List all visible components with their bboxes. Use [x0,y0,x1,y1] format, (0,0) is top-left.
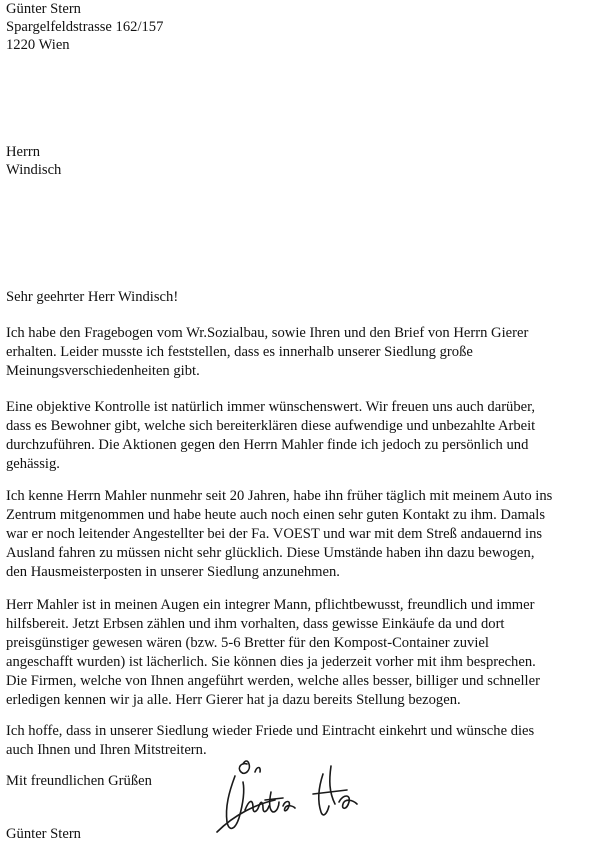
text-line: Ausland fahren zu müssen nicht sehr glücklich. Diese Umstände haben ihn dazu bewogen, [6,545,535,561]
text-line: erledigen kennen wir ja alle. Herr Gierer hat ja dazu bereits Stellung bezogen. [6,692,461,708]
text-line: preisgünstiger gewesen wären (bzw. 5-6 Bretter für den Kompost-Container zuviel [6,635,489,651]
text-line: erhalten. Leider musste ich feststellen, dass es innerhalb unserer Siedlung große [6,344,473,360]
sender-city: 1220 Wien [6,37,70,53]
paragraph-1 [6,324,596,381]
paragraph-2 [6,398,596,474]
text-line: gehässig. [6,456,60,472]
salutation: Sehr geehrter Herr Windisch! [6,289,179,305]
text-line: Ich kenne Herrn Mahler nunmehr seit 20 Jahren, habe ihn früher täglich mit meinem Auto ins [6,488,553,504]
text-line: Herr Mahler ist in meinen Augen ein integrer Mann, pflichtbewusst, freundlich und immer [6,597,535,613]
sender-name: Günter Stern [6,1,81,17]
handwritten-signature [205,752,395,842]
text-line: Eine objektive Kontrolle ist natürlich immer wünschenswert. Wir freuen uns auch darüber, [6,399,536,415]
text-line: hilfsbereit. Jetzt Erbsen zählen und ihm vorhalten, dass gewisse Einkäufe da und dort [6,616,505,632]
text-line: auch Ihnen und Ihren Mitstreitern. [6,742,207,758]
paragraph-4 [6,596,596,710]
signature-name: Günter Stern [6,826,81,842]
text-line: Ich hoffe, dass in unserer Siedlung wieder Friede und Eintracht einkehrt und wünsche dies [6,723,535,739]
text-line: angeschafft wurden) ist lächerlich. Sie können dies ja jederzeit vorher mit ihm besprechen. [6,654,536,670]
paragraph-3 [6,487,596,582]
text-line: Ich habe den Fragebogen vom Wr.Sozialbau, sowie Ihren und den Brief von Herrn Gierer [6,325,529,341]
text-line: Die Firmen, welche von Ihnen angeführt werden, welche alles besser, billiger und schneller [6,673,540,689]
text-line: dass es Bewohner gibt, welche sich bereiterklären diese aufwendige und unbezahlte Arbeit [6,418,536,434]
text-line: Meinungsverschiedenheiten gibt. [6,363,200,379]
text-line: Zentrum mitgenommen und habe heute auch noch einen sehr guten Kontakt zu ihm. Damals [6,507,546,523]
text-line: durchzuführen. Die Aktionen gegen den Herrn Mahler finde ich jedoch zu persönlich und [6,437,529,453]
closing: Mit freundlichen Grüßen [6,773,152,789]
text-line: war er noch leitender Angestellter bei der Fa. VOEST und war mit dem Streß andauernd ins [6,526,543,542]
sender-street: Spargelfeldstrasse 162/157 [6,19,164,35]
recipient-title: Herrn [6,144,41,160]
recipient-name: Windisch [6,162,62,178]
text-line: den Hausmeisterposten in unserer Siedlung anzunehmen. [6,564,340,580]
